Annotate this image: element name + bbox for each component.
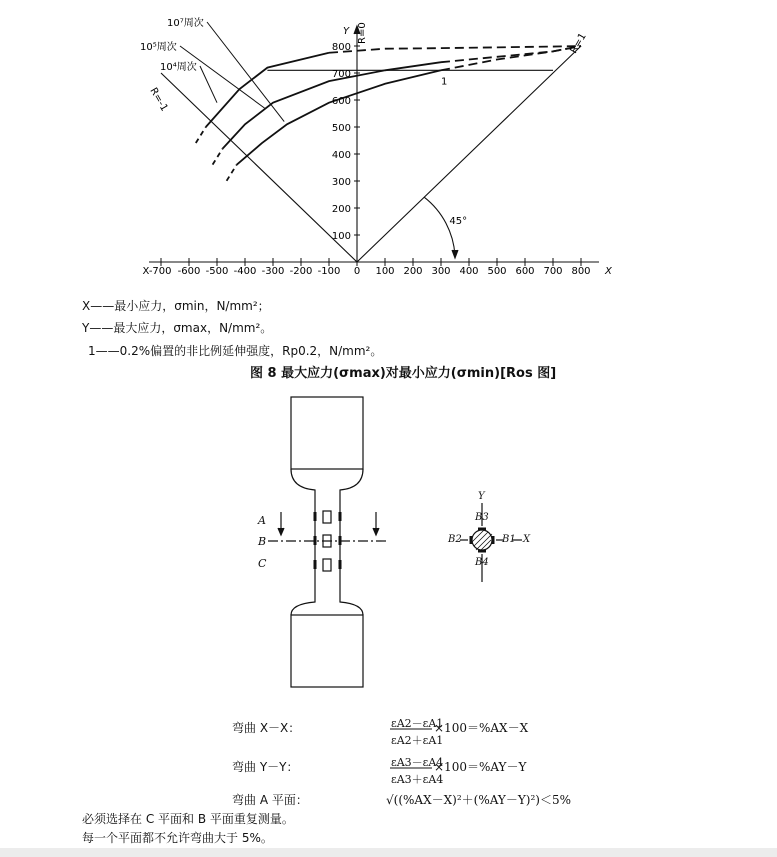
y-tick-label: 300	[331, 177, 351, 188]
y-tick-label: 700	[331, 69, 351, 80]
angle-arrow	[452, 250, 458, 258]
figure-caption: 图 8 最大应力(σmax)对最小应力(σmin)[Ros 图]	[250, 366, 557, 381]
y-axis-label: Y	[343, 26, 350, 37]
curve-lead-dash	[196, 127, 206, 143]
waist-right	[340, 469, 363, 615]
y-tick-label: 100	[331, 231, 351, 242]
bend-xx-label: 弯曲 X－X：	[232, 721, 301, 735]
section-label-a: A	[258, 514, 266, 527]
x-legend: X——最小应力，σmin，N/mm²；	[82, 299, 270, 313]
cross-section-circle	[472, 530, 492, 550]
x-tick-label: -200	[289, 266, 313, 277]
viewer-bottom-bar	[0, 848, 777, 857]
cross-label-b4: B4	[475, 557, 489, 568]
y-legend: Y——最大应力，σmax，N/mm²。	[82, 321, 273, 335]
x-tick-label: 600	[515, 266, 535, 277]
ticks	[161, 46, 581, 266]
gauge-c	[323, 559, 331, 571]
bend-yy-denominator: εA3＋εA4	[391, 773, 444, 786]
bend-a-formula: √((%AX－X)²＋(%AY－Y)²)＜5%	[386, 793, 571, 807]
x-tick-label: -500	[205, 266, 229, 277]
cross-label-y: Y	[478, 491, 485, 502]
lower-grip	[291, 615, 363, 687]
axes	[149, 26, 599, 262]
bend-a-label: 弯曲 A 平面：	[232, 793, 308, 807]
bend-yy-result: ×100＝%AY－Y	[434, 760, 527, 774]
x-tick-label: 0	[353, 266, 361, 277]
footer-line-1: 必须选择在 C 平面和 B 平面重复测量。	[82, 812, 294, 826]
cross-label-x: X	[523, 534, 531, 545]
x-tick-label: 300	[431, 266, 451, 277]
x-tick-label: 400	[459, 266, 479, 277]
curve-solid	[206, 53, 329, 127]
section-label-c: C	[258, 557, 267, 570]
series-leader	[207, 22, 284, 122]
note-1: 1——0.2%偏置的非比例延伸强度，Rp0.2，N/mm²。	[88, 344, 383, 358]
bend-xx-denominator: εA2＋εA1	[391, 734, 444, 747]
series-label: 10⁷周次	[167, 18, 204, 29]
bend-yy-label: 弯曲 Y－Y：	[232, 760, 299, 774]
ros-diagram	[0, 0, 777, 300]
y-tick-label: 600	[331, 96, 351, 107]
cross-label-b1: B1	[502, 534, 516, 545]
chart-labels	[140, 16, 613, 277]
curve-lead-dash	[213, 149, 223, 165]
y-tick-label: 800	[331, 42, 351, 53]
r0-label: R=0	[357, 22, 368, 44]
y-tick-label: 200	[331, 204, 351, 215]
series-label: 10⁴周次	[160, 62, 197, 73]
bend-yy-numerator: εA3－εA4	[391, 756, 444, 769]
series-label: 10⁵周次	[140, 42, 177, 53]
y-tick-label: 400	[331, 150, 351, 161]
x-tick-label: 200	[403, 266, 423, 277]
r-minus1-line	[161, 73, 357, 262]
bend-xx-result: ×100＝%AX－X	[434, 721, 529, 735]
y-tick-label: 500	[331, 123, 351, 134]
x-tick-label: -100	[317, 266, 341, 277]
upper-grip	[291, 397, 363, 469]
rminus1-label: R=-1	[147, 86, 170, 114]
r-plus1-line	[357, 46, 581, 262]
curve-lead-dash	[227, 165, 237, 181]
x-tick-label: 100	[375, 266, 395, 277]
r1-label: R=1	[568, 31, 589, 56]
gauge-a	[323, 511, 331, 523]
cross-label-b2: B2	[448, 534, 462, 545]
x-tick-label: X-700	[142, 266, 172, 277]
series-leader	[180, 46, 265, 108]
x-tick-label: 500	[487, 266, 507, 277]
x-axis-label: X	[605, 266, 612, 277]
yield-marker-label: 1	[441, 76, 448, 88]
x-tick-label: 700	[543, 266, 563, 277]
angle-label: 45°	[449, 216, 468, 228]
cross-label-b3: B3	[475, 512, 489, 523]
waist-left	[291, 469, 315, 615]
section-label-b: B	[258, 535, 267, 548]
gauge-b	[323, 535, 331, 547]
footer-line-2: 每一个平面都不允许弯曲大于 5%。	[82, 831, 273, 845]
x-tick-label: -400	[233, 266, 257, 277]
x-tick-label: 800	[571, 266, 591, 277]
x-tick-label: -300	[261, 266, 285, 277]
curves	[180, 22, 581, 181]
x-tick-label: -600	[177, 266, 201, 277]
bend-xx-numerator: εA2－εA1	[391, 717, 444, 730]
